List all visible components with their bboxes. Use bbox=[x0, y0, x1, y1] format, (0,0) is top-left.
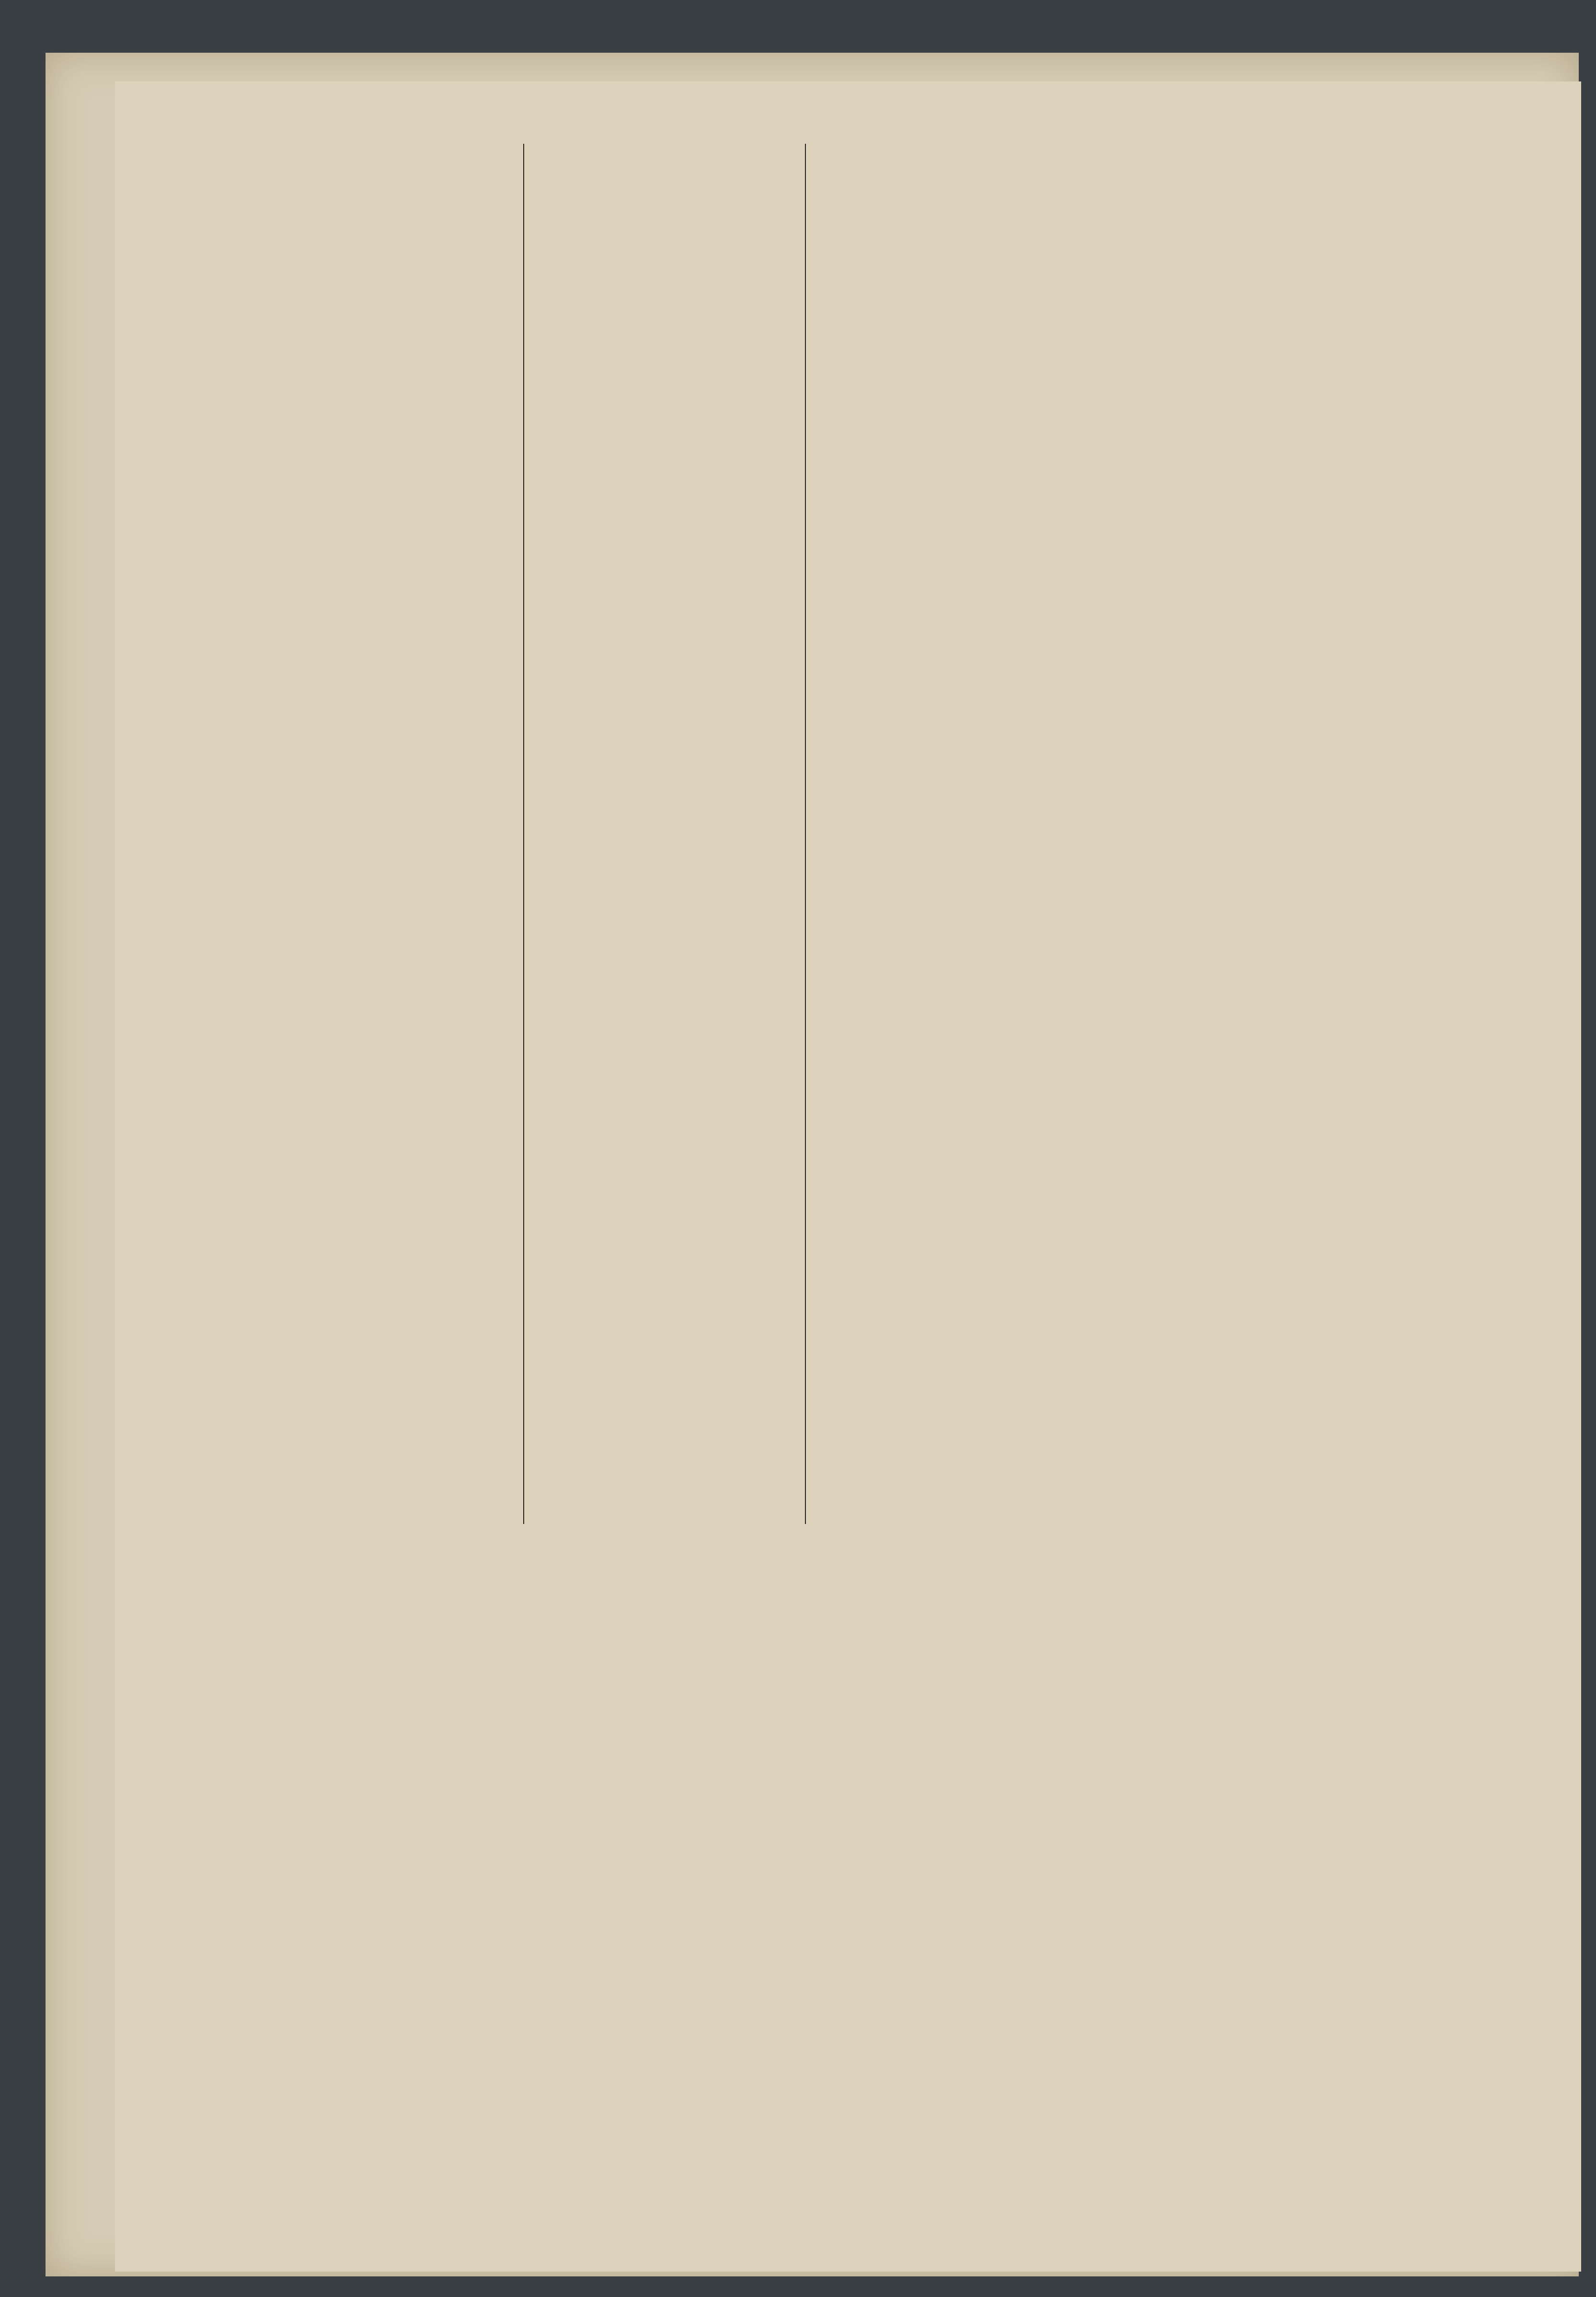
article-grossreiche-col2 bbox=[529, 144, 798, 1524]
article-kunst-col bbox=[812, 144, 1148, 1524]
column-divider bbox=[805, 144, 806, 1524]
column-divider bbox=[523, 144, 524, 1524]
article-grossreiche-col1 bbox=[249, 144, 517, 1524]
